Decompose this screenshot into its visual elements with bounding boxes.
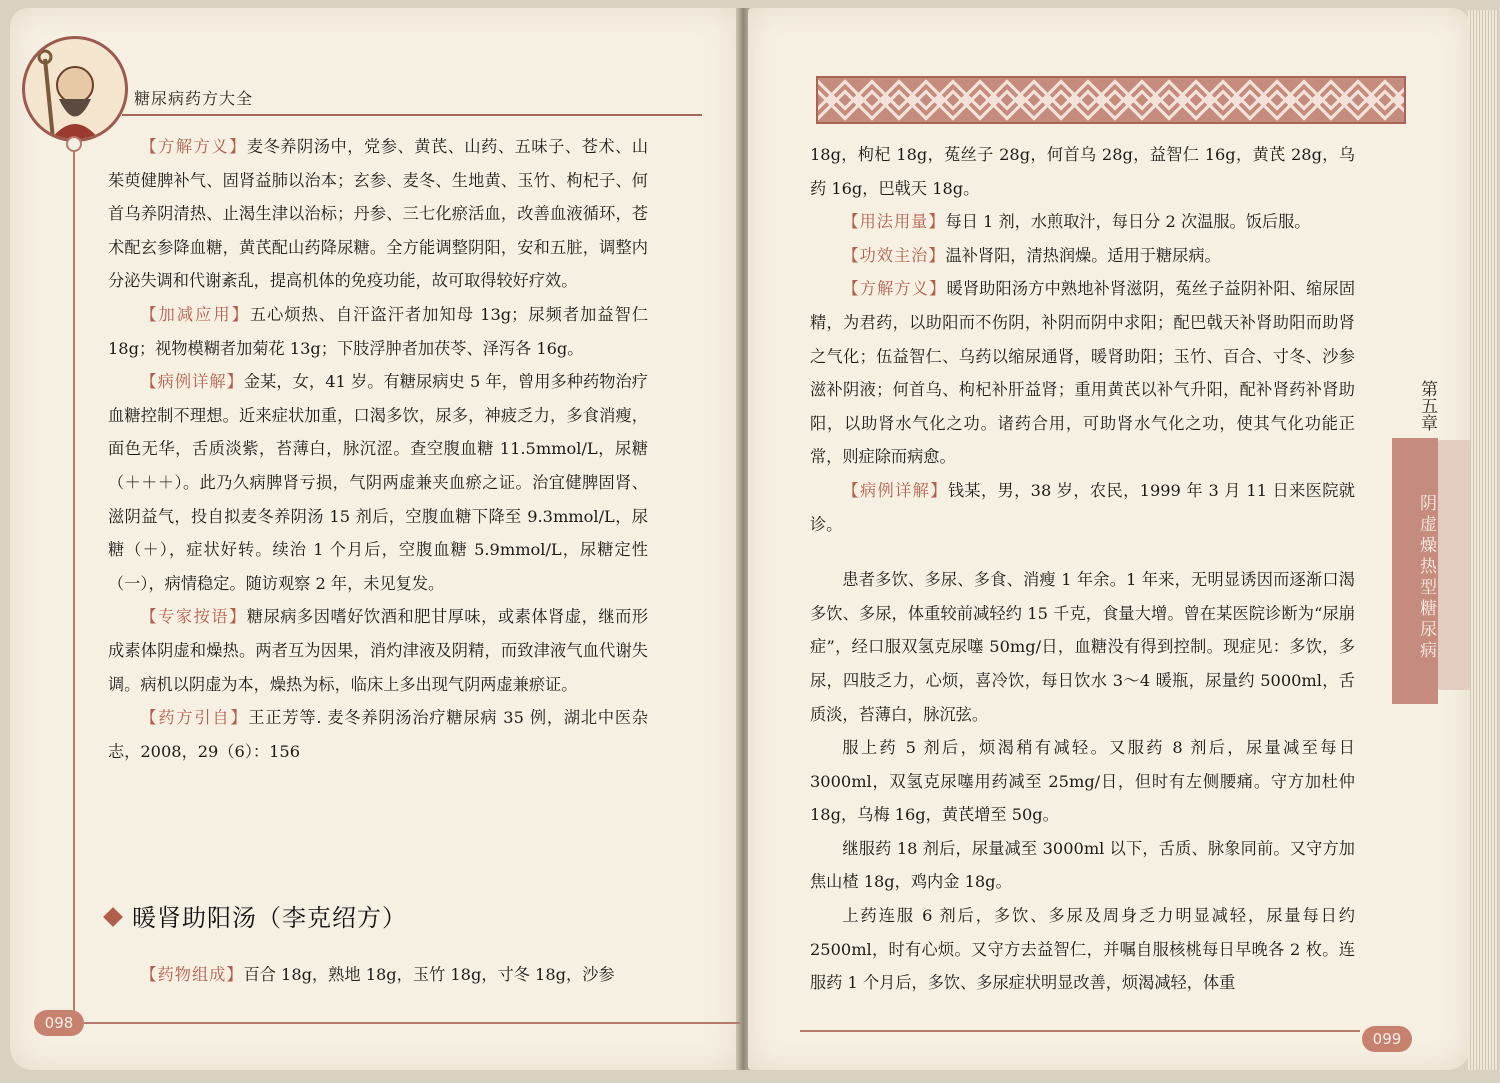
chapter-number: 第五章: [1392, 360, 1438, 440]
sage-portrait-icon: [22, 36, 128, 142]
page-number: 099: [1362, 1026, 1412, 1052]
paragraph: [108, 701, 648, 768]
paragraph-text: 百合 18g，熟地 18g，玉竹 18g，寸冬 18g，沙参: [243, 965, 615, 984]
left-last-paragraph: [108, 958, 648, 992]
paragraph-text: 钱某，男，38 岁，农民，1999 年 3 月 11 日来医院就诊。: [810, 480, 1355, 534]
margin-ornament: [66, 136, 82, 152]
paragraph: [108, 600, 648, 701]
paragraph: [108, 298, 648, 365]
book-title: 糖尿病药方大全: [134, 89, 254, 108]
paragraph-text: 温补肾阳，清热润燥。适用于糖尿病。: [945, 245, 1221, 265]
section-tag: 【加减应用】: [140, 304, 250, 324]
paragraph: [108, 958, 648, 992]
paragraph: [108, 365, 648, 600]
section-tag: 【药方引自】: [140, 708, 249, 728]
chapter-tab: [1438, 440, 1470, 690]
paragraph: 继服药 18 剂后，尿量减至 3000ml 以下，舌质、脉象同前。又守方加焦山楂 18g，鸡内金 18g。: [810, 838, 1355, 892]
paragraph-text: 五心烦热、自汗盗汗者加知母 13g；尿频者加益智仁 18g；视物模糊者加菊花 13g；下肢浮肿者加茯苓、泽泻各 16g。: [108, 304, 649, 358]
paragraph: [810, 272, 1355, 474]
paragraph: 患者多饮、多尿、多食、消瘦 1 年余。1 年来，无明显诱因而逐渐口渴多饮、多尿，体重较前减轻约 15 千克，食量大增。曾在某医院诊断为“尿崩症”，经口服双氢克尿噻 50mg/日，血糖没有得到控制。现症见：多饮，多尿，四肢乏力，心烦，喜冷饮，每日饮水 3～4 暖瓶，尿量约 5000ml，舌质淡，苔薄白，脉沉弦。: [810, 570, 1355, 724]
section-tag: 【病例详解】: [842, 480, 948, 500]
section-tag: 【药物组成】: [140, 965, 244, 984]
paragraph: 上药连服 6 剂后，多饮、多尿及周身乏力明显减轻，尿量每日约 2500ml，时有心烦。又守方去益智仁，并嘱自服核桃每日早晚各 2 枚。连服药 1 个月后，多饮、多尿症状明显改善，烦渴减轻，体重: [810, 906, 1355, 993]
section-tag: 【方解方义】: [140, 137, 247, 156]
section-heading: [106, 898, 407, 933]
paragraph: [810, 474, 1355, 541]
left-body: [108, 130, 648, 768]
chapter-title: 阴虚燥热型糖尿病: [1392, 438, 1438, 704]
page-number: 098: [34, 1010, 84, 1036]
footer-rule: [80, 1022, 740, 1024]
chapter-marker: [1392, 360, 1438, 690]
paragraph-text: 每日 1 剂，水煎取汁，每日分 2 次温服。饭后服。: [945, 212, 1311, 232]
section-tag: 【病例详解】: [140, 372, 244, 392]
paragraph: [810, 239, 1355, 273]
paragraph: 18g，枸杞 18g，菟丝子 28g，何首乌 28g，益智仁 16g，黄芪 28g，乌药 16g，巴戟天 18g。: [810, 145, 1355, 198]
section-tag: 【专家按语】: [140, 607, 247, 627]
section-tag: 【方解方义】: [842, 279, 947, 299]
margin-rule: [73, 144, 75, 1014]
paragraph: [810, 205, 1355, 239]
section-heading-text: 暖肾助阳汤（李克绍方）: [132, 904, 407, 932]
paragraph-text: 金某，女，41 岁。有糖尿病史 5 年，曾用多种药物治疗血糖控制不理想。近来症状加重，口渴多饮，尿多，神疲乏力，多食消瘦，面色无华，舌质淡紫，苔薄白，脉沉涩。查空腹血糖 11.5mmol/L，尿糖（＋＋＋）。此乃久病脾肾亏损，气阴两虚兼夹血瘀之证。治宜健脾固肾、滋阴益气，投自拟麦冬养阴汤 15 剂后，空腹血糖下降至 9.3mmol/L，尿糖（＋），症状好转。续治 1 个月后，空腹血糖 5.9mmol/L，尿糖定性（一），病情稳定。随访观察 2 年，未见复发。: [108, 372, 648, 593]
paragraph-text: 王正芳等. 麦冬养阴汤治疗糖尿病 35 例，湖北中医杂志，2008，29（6）：156: [108, 708, 649, 761]
footer-rule: [800, 1030, 1360, 1032]
right-body: [810, 138, 1355, 1000]
paragraph: 服上药 5 剂后，烦渴稍有减轻。又服药 8 剂后，尿量减至每日 3000ml，双氢克尿噻用药减至 25mg/日，但时有左侧腰痛。守方加杜仲 18g，乌梅 16g，黄芪增至 50g。: [810, 738, 1355, 825]
header-rule: [122, 114, 702, 116]
paragraph-text: 糖尿病多因嗜好饮酒和肥甘厚味，或素体肾虚，继而形成素体阴虚和燥热。两者互为因果，消灼津液及阴精，而致津液气血代谢失调。病机以阴虚为本，燥热为标，临床上多出现气阴两虚兼瘀证。: [108, 607, 649, 694]
paragraph-text: 暖肾助阳汤方中熟地补肾滋阴，菟丝子益阴补阳、缩尿固精，为君药，以助阳而不伤阴，补阴而阴中求阳；配巴戟天补肾助阳而助肾之气化；伍益智仁、乌药以缩尿通肾，暖肾助阳；玉竹、百合、寸冬、沙参滋补阴液；何首乌、枸杞补肝益肾；重用黄芪以补气升阳，配补肾药补肾助阳，以助肾水气化之功。诸药合用，可助肾水气化之功，使其气化功能正常，则症除而病愈。: [810, 279, 1356, 467]
decorative-header-band: [816, 76, 1406, 124]
section-tag: 【功效主治】: [842, 245, 946, 265]
diamond-bullet-icon: [103, 907, 123, 927]
section-tag: 【用法用量】: [842, 212, 946, 232]
page-edges: [1468, 10, 1498, 1070]
paragraph-text: 麦冬养阴汤中，党参、黄芪、山药、五味子、苍术、山茱萸健脾补气、固肾益肺以治本；玄参、麦冬、生地黄、玉竹、枸杞子、何首乌养阴清热、止渴生津以治标；丹参、三七化瘀活血，改善血液循环，苍术配玄参降血糖，黄芪配山药降尿糖。全方能调整阴阳，安和五脏，调整内分泌失调和代谢紊乱，提高机体的免疫功能，故可取得较好疗效。: [108, 137, 649, 291]
paragraph: [108, 130, 648, 298]
